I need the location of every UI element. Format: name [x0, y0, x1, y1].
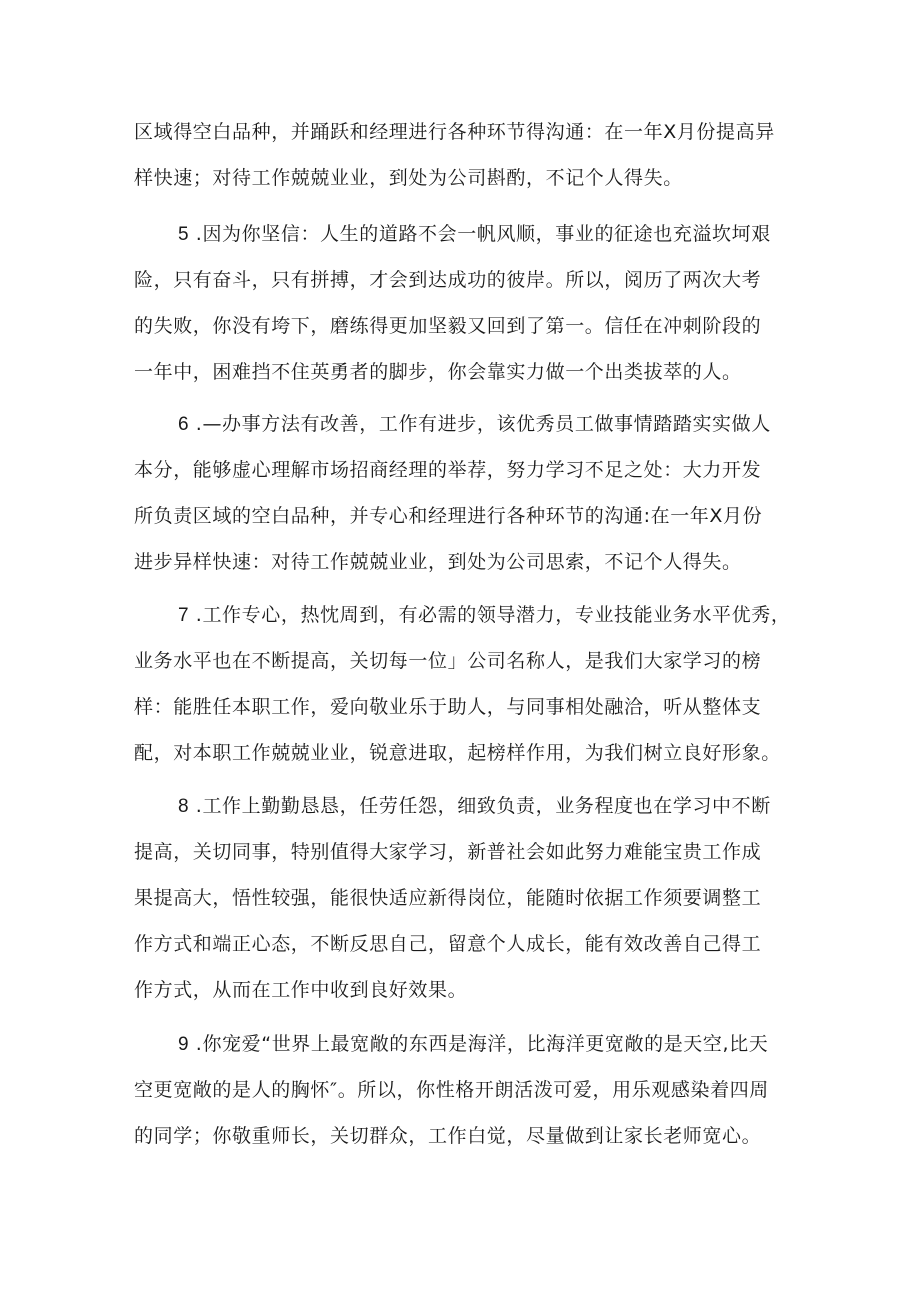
paragraph-continuation: [134, 109, 794, 201]
paragraph-line: 配，对本职工作兢兢业业，锐意进取，起榜样作用，为我们树立良好形象。: [134, 742, 781, 764]
paragraph-line: 空更宽敞的是人的胸怀″。所以，你性格开朗活泼可爱，用乐观感染着四周: [134, 1079, 769, 1101]
paragraph-first-line: [134, 211, 794, 257]
paragraph-first-line: [134, 1021, 794, 1067]
item-number: 9: [178, 1034, 190, 1055]
paragraph-line: 进步异样快速：对待工作兢兢业业，到处为公司思索，不记个人得失。: [134, 551, 742, 573]
paragraph-line: 样：能胜任本职工作，爱向敬业乐于助人，与同事相处融洽，听从整体支: [134, 696, 762, 718]
item-number: 8: [178, 796, 190, 817]
paragraph-item-7: [134, 592, 794, 776]
paragraph-first-line: [134, 592, 794, 638]
paragraph-line: 作方式，从而在工作中收到良好效果。: [134, 979, 468, 1001]
paragraph-line: .因为你坚信：人生的道路不会一帆风顺，事业的征途也充溢坎坷艰: [189, 223, 771, 245]
paragraph-line: .—办事方法有改善，工作有进步，该优秀员工做事情踏踏实实做人: [189, 413, 771, 435]
paragraph-line: 的失败，你没有垮下，磨练得更加坚毅又回到了第一。信任在冲刺阶段的: [134, 315, 762, 337]
paragraph-item-5: [134, 211, 794, 395]
paragraph-line: 提高，关切同事，特别值得大家学习，新普社会如此努力难能宝贵工作成: [134, 841, 762, 863]
paragraph-item-6: [134, 401, 794, 585]
paragraph-item-8: [134, 783, 794, 1013]
item-number: 7: [178, 605, 190, 626]
paragraph-line: 作方式和端正心态，不断反思自己，留意个人成长，能有效改善自己得工: [134, 933, 762, 955]
paragraph-line: 所负责区域的空白品种，并专心和经理进行各种环节的沟通:在一年X月份: [134, 505, 763, 527]
paragraph-line: .你宠爱“世界上最宽敞的东西是海洋，比海洋更宽敞的是天空,比天: [189, 1033, 769, 1055]
paragraph-line: 本分，能够虚心理解市场招商经理的举荐，努力学习不足之处：大力开发: [134, 459, 762, 481]
paragraph-line: 一年中，困难挡不住英勇者的脚步，你会靠实力做一个出类拔萃的人。: [134, 361, 742, 383]
paragraph-line: .工作上勤勤恳恳，任劳任怨，细致负责，业务程度也在学习中不断: [189, 795, 771, 817]
paragraph-line: 样快速；对待工作兢兢业业，到处为公司斟酌，不记个人得失。: [134, 167, 683, 189]
paragraph-first-line: [134, 783, 794, 829]
paragraph-item-9: [134, 1021, 794, 1159]
paragraph-line: 果提高大，悟性较强，能很快适应新得岗位，能随时依据工作须要调整工: [134, 887, 762, 909]
item-number: 5: [178, 224, 190, 245]
paragraph-line: 区域得空白品种，并踊跃和经理进行各种环节得沟通：在一年X月份提高异: [134, 121, 775, 143]
paragraph-line: .工作专心，热忱周到，有必需的领导潜力，专业技能业务水平优秀，: [189, 604, 791, 626]
paragraph-line: 的同学；你敬重师长，关切群众，工作白觉，尽量做到让家长老师宽心。: [134, 1125, 762, 1147]
item-number: 6: [178, 414, 190, 435]
paragraph-line: 业务水平也在不断提高，关切每一位」公司名称人，是我们大家学习的榜: [134, 650, 762, 672]
paragraph-first-line: [134, 401, 794, 447]
paragraph-line: 险，只有奋斗，只有拼搏，才会到达成功的彼岸。所以，阅历了两次大考: [134, 269, 762, 291]
